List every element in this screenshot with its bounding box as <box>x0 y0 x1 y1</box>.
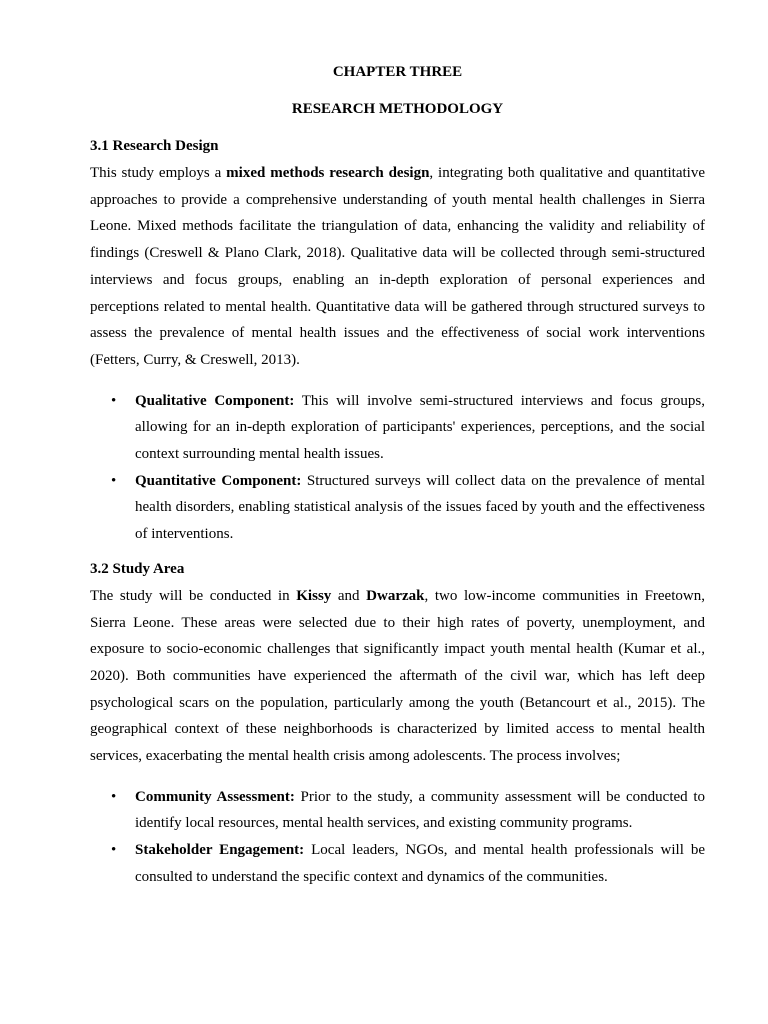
chapter-title: RESEARCH METHODOLOGY <box>291 101 504 117</box>
list-item <box>90 784 705 837</box>
research-design-bullet-list <box>90 388 705 548</box>
text-run: This study employs a <box>90 165 227 181</box>
chapter-number: CHAPTER THREE <box>332 64 463 80</box>
bold-run: Dwarzak <box>366 587 425 604</box>
bullet-label: Community Assessment: <box>135 788 295 805</box>
research-design-paragraph <box>90 160 705 374</box>
list-item <box>90 468 705 548</box>
study-area-bullet-list <box>90 784 705 891</box>
text-run: , two low-income communities in Freetown, Sierra Leone. These areas were selected due to their high rates of poverty, unemployment, and exposure to socio-economic challenges that significantly impact youth mental health (Kumar et al., 2020). Both communities have experienced the aftermath of the civil war, which has left deep psychological scars on the population, particularly among the youth (Betancourt et al., 2015). The geographical context of these neighborhoods is characterized by limited access to mental health services, exacerbating the mental health crisis among adolescents. The process involves; <box>90 587 705 765</box>
section-heading-research-design: 3.1 Research Design <box>90 138 219 154</box>
bullet-text: Structured surveys will collect data on the prevalence of mental health disorders, enabling statistical analysis of the issues faced by youth and the effectiveness of interventions. <box>135 472 705 543</box>
study-area-paragraph <box>90 583 705 770</box>
bullet-icon: • <box>111 842 117 859</box>
text-run: and <box>331 587 367 604</box>
list-item <box>90 388 705 468</box>
bullet-icon: • <box>111 392 117 409</box>
bullet-icon: • <box>111 472 117 489</box>
bullet-text: Local leaders, NGOs, and mental health professionals will be consulted to understand the specific context and dynamics of the communities. <box>135 842 705 885</box>
list-item <box>90 837 705 890</box>
text-run: , integrating both qualitative and quantitative approaches to provide a comprehensive understanding of youth mental health challenges in Sierra Leone. Mixed methods facilitate the triangulation of data, enhancing the validity and reliability of findings (Creswell & Plano Clark, 2018). Qualitative data will be collected through semi-structured interviews and focus groups, enabling an in-depth exploration of personal experiences and perceptions related to mental health. Quantitative data will be gathered through structured surveys to assess the prevalence of mental health issues and the effectiveness of social work interventions (Fetters, Curry, & Creswell, 2013). <box>90 165 705 368</box>
text-run: The study will be conducted in <box>90 587 297 604</box>
bullet-text: Prior to the study, a community assessment will be conducted to identify local resources, mental health services, and existing community programs. <box>135 788 705 832</box>
bullet-label: Stakeholder Engagement: <box>135 842 305 859</box>
bullet-label: Quantitative Component: <box>135 472 302 489</box>
section-heading-study-area: 3.2 Study Area <box>90 560 185 577</box>
bold-run: Kissy <box>296 587 332 604</box>
bullet-icon: • <box>111 788 117 805</box>
bullet-label: Qualitative Component: <box>135 392 295 409</box>
bold-run: mixed methods research design <box>226 165 430 181</box>
bullet-text: This will involve semi-structured interviews and focus groups, allowing for an in-depth exploration of participants' experiences, perceptions, and the social context surrounding mental health issues. <box>135 392 705 463</box>
